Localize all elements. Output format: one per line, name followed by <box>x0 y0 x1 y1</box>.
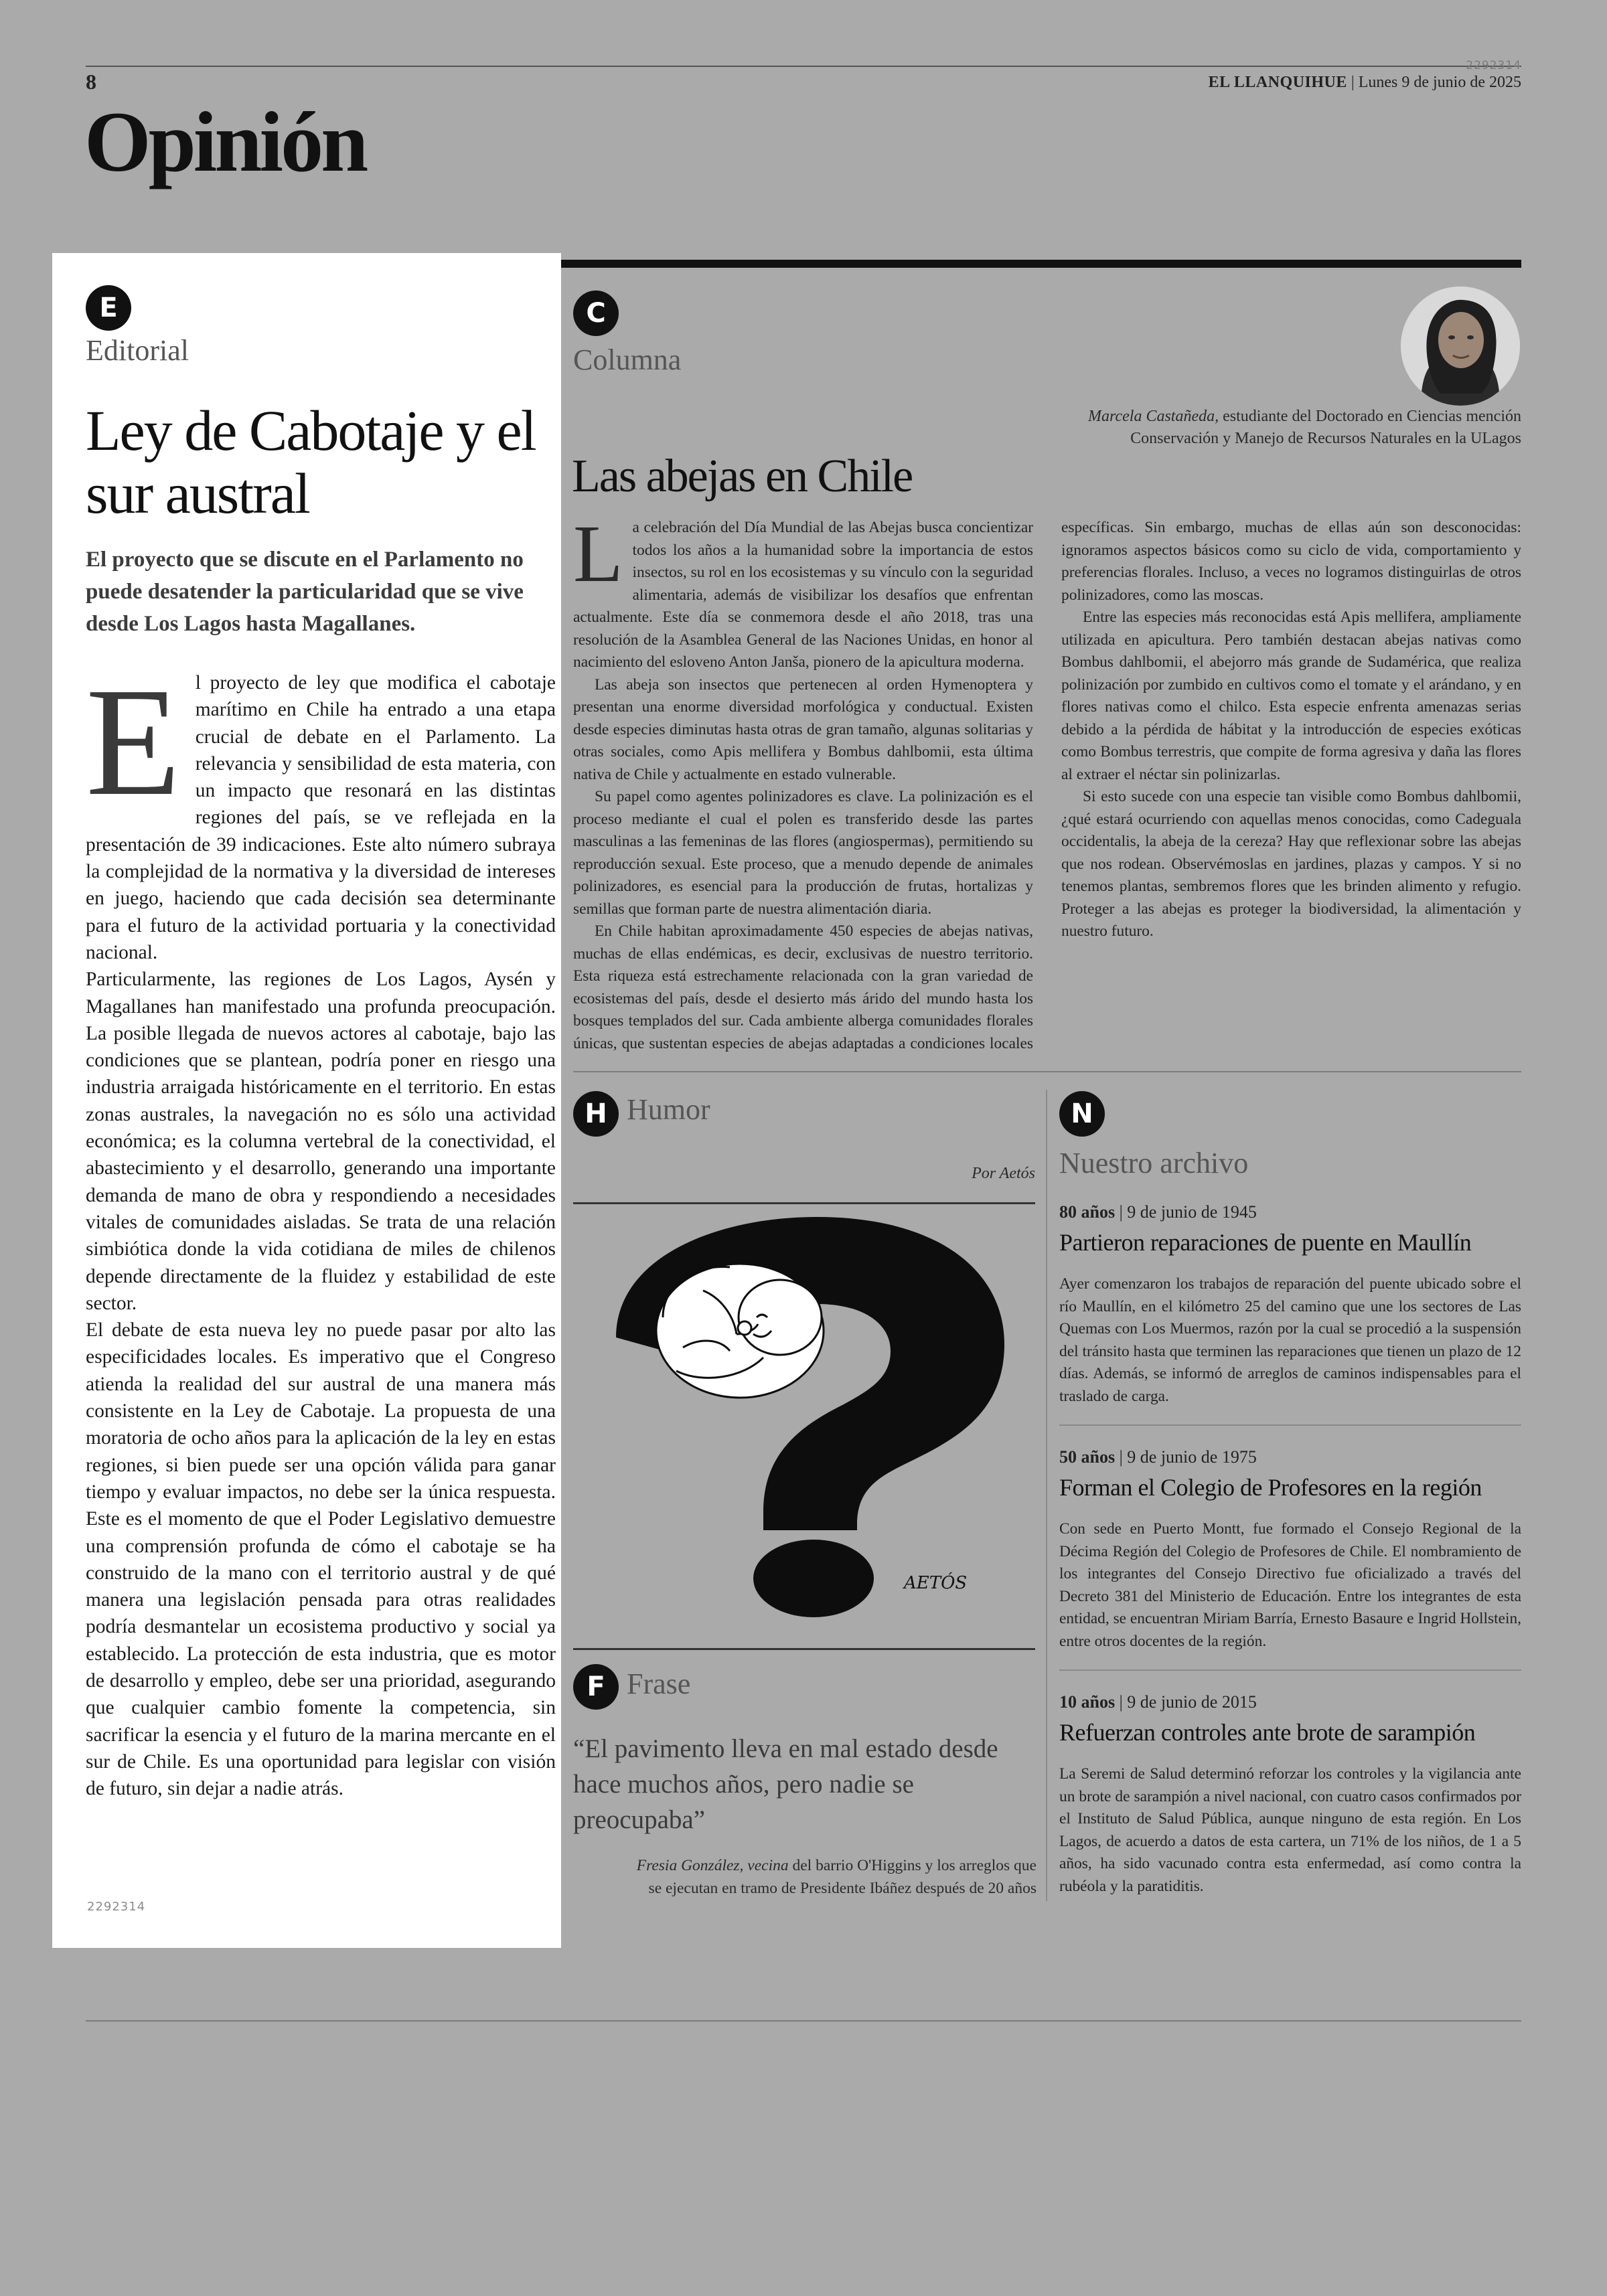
divider <box>1059 1424 1521 1426</box>
frase-kicker: Frase <box>627 1667 691 1700</box>
column-badge: C <box>573 291 619 336</box>
editorial-paragraph <box>86 656 556 966</box>
editorial-body <box>86 656 556 1802</box>
archive-meta: 10 años | 9 de junio de 2015 <box>1059 1692 1257 1712</box>
bottom-rule <box>86 2020 1521 2022</box>
frase-attribution-line: se ejecutan en tramo de Presidente Ibáñez después de 20 años <box>648 1880 1037 1897</box>
column-headline: Las abejas en Chile <box>572 450 913 502</box>
publication-date: Lunes 9 de junio de 2025 <box>1358 74 1521 91</box>
archive-badge: N <box>1059 1091 1105 1137</box>
column-author-name: Marcela Castañeda, <box>1088 408 1219 425</box>
archive-meta: 50 años | 9 de junio de 1975 <box>1059 1447 1257 1467</box>
archive-body: Ayer comenzaron los trabajos de reparación del puente ubicado sobre el río Maullín, en el kilómetro 25 del camino que une los sectores de Las Quemas con Los Muermos, razón por la cual se procedió a la suspensión del tránsito hasta que terminen las reparaciones que tienen un plazo de 12 días. Además, se informó de arreglos de caminos indispensables para el traslado de carga. <box>1059 1275 1521 1405</box>
editorial-paragraph: Particularmente, las regiones de Los Lagos, Aysén y Magallanes han manifestado una profunda preocupación. La posible llegada de nuevos actores al cabotaje, bajo las condiciones que se plantean, podría poner en riesgo una industria arraigada históricamente en el territorio. En estas zonas australes, la navegación no es sólo una actividad económica; es la columna vertebral de la conectividad, el abastecimiento y el desarrollo, generando una importante demanda de mano de obra y respondiendo a necesidades vitales de comunidades aisladas. Se trata de una relación simbiótica donde la vida cotidiana de miles de chilenos depende directamente de la fluidez y estabilidad de este sector. <box>86 969 556 1314</box>
frase-badge: F <box>573 1664 619 1710</box>
publication-name: EL LLANQUIHUE <box>1208 74 1347 91</box>
humor-kicker: Humor <box>627 1093 710 1126</box>
archive-years: 80 años <box>1059 1202 1116 1222</box>
frase-quote: “El pavimento lleva en mal estado desde hace muchos años, pero nadie se preocupaba” <box>573 1734 998 1834</box>
archive-meta: 80 años | 9 de junio de 1945 <box>1059 1202 1257 1222</box>
column-paragraph: Su papel como agentes polinizadores es clave. La polinización es el proceso mediante el cual el polen es transferido desde las partes masculinas a las femeninas de las flores (angiospermas), permitiendo su reproducción sexual. Este proceso, que a menudo depende de animales polinizadores, es esencial para la producción de frutas, hortalizas y semillas que forman parte de nuestra alimentación diaria. <box>573 788 1033 918</box>
archive-years: 10 años <box>1059 1692 1116 1712</box>
editorial-deck: El proyecto que se discute en el Parlamento no puede desatender la particularidad que se vive desde Los Lagos hasta Magallanes. <box>86 548 524 636</box>
archive-kicker: Nuestro archivo <box>1059 1147 1249 1179</box>
column-kicker: Columna <box>573 343 682 376</box>
editorial-kicker: Editorial <box>86 334 189 367</box>
column-paragraph: Si esto sucede con una especie tan visible como Bombus dahlbomii, ¿qué estará ocurriendo con aquellas menos conocidas, como Cadeguala occidentalis, la abeja de la cereza? Hay que reflexionar sobre las abejas que nos rodean. Observémoslas en jardines, plazas y campos. Y si no tenemos plantas, sembremos flores que les brinden alimento y refugio. Proteger a las abejas es proteger la biodiversidad, la alimentación y nuestro futuro. <box>1061 788 1521 940</box>
archive-title: Refuerzan controles ante brote de sarampión <box>1059 1719 1476 1746</box>
frase-author-name: Fresia González, vecina <box>636 1857 789 1874</box>
frase-attribution-text: del barrio O'Higgins y los arreglos que <box>788 1857 1037 1874</box>
vertical-divider <box>1046 1090 1047 1901</box>
column-paragraph: Las abeja son insectos que pertenecen al orden Hymenoptera y presentan una enorme diversidad morfológica y conductual. Existen desde especies diminutas hasta otras de gran tamaño, algunas solitarias y otras sociales, como Apis mellifera y Bombus dahlbomii, esta última nativa de Chile y actualmente en estado vulnerable. <box>573 675 1033 783</box>
editorial-code: 2292314 <box>87 1900 146 1914</box>
column-body <box>573 509 1521 1060</box>
divider <box>573 1202 1035 1204</box>
divider <box>573 1071 1521 1072</box>
humor-credit: Por Aetós <box>972 1165 1035 1182</box>
column-paragraph: En Chile habitan aproximadamente 450 especies de abejas nativas, muchas de ellas endémicas, es decir, exclusivas de nuestro territorio. Esta riqueza está estrechamente relacionada con la gran variedad de ecosistemas del país, desde el desierto más árido del mundo hasta los bosques templados del sur. Cada ambiente alberga comunidades florales únicas, que sustentan especies de abejas adaptadas a condiciones locales específicas. Sin embargo, muchas de ellas aún son desconocidas: ignoramos aspectos básicos como su ciclo de vida, comportamiento y preferencias florales. Incluso, a veces no logramos distinguirlas de otros polinizadores, como las moscas. <box>573 519 1521 1052</box>
column-paragraph <box>573 509 1033 674</box>
frase-attribution-line <box>573 1854 1037 1877</box>
humor-cartoon <box>603 1217 1031 1621</box>
editorial-paragraph-text: l proyecto de ley que modifica el cabotaje marítimo en Chile ha entrado a una etapa crucial de debate en el Parlamento. La relevancia y sensibilidad de esta materia, con un impacto que resonará en las distintas regiones del país, se ve reflejada en la presentación de 39 indicaciones. Este alto número subraya la complejidad de la normativa y la diversidad de intereses en juego, haciendo que cada decisión sea determinante para el futuro de la actividad portuaria y la conectividad nacional. <box>86 672 556 963</box>
archive-item <box>1059 1692 1521 1898</box>
divider <box>573 1648 1035 1650</box>
question-mark-fetus-icon <box>603 1217 1031 1621</box>
divider <box>1059 1669 1521 1671</box>
section-title: Opinión <box>84 94 366 189</box>
editorial-column <box>52 253 561 1948</box>
column-paragraph-text: a celebración del Día Mundial de las Abejas busca concientizar todos los años a la humanidad sobre la importancia de estos insectos, su rol en los ecosistemas y su vínculo con la seguridad alimentaria, además de visibilizar los desafíos que enfrentan actualmente. Este día se conmemora desde el año 2018, tras una resolución de la Asamblea General de las Naciones Unidas, en honor al nacimiento del esloveno Anton Janša, pionero de la apicultura moderna. <box>573 519 1033 671</box>
author-portrait-icon <box>1401 286 1520 406</box>
frase-attribution <box>573 1854 1037 1900</box>
archive-item <box>1059 1202 1521 1408</box>
editorial-paragraph: El debate de esta nueva ley no puede pasar por alto las especificidades locales. Es imperativo que el Congreso atienda la realidad del sur austral de una manera más consistente en la Ley de Cabotaje. La propuesta de una moratoria de ocho años para la aplicación de la ley en estas regiones, si bien puede ser una opción válida para ganar tiempo y evaluar impactos, no debe ser la única respuesta. Este es el momento de que el Poder Legislativo demuestre una comprensión profunda de cómo el cabotaje se ha construido de la mano con el territorio austral y de qué manera una legislación pensada para otras realidades podría desmantelar un ecosistema productivo y social ya establecido. La protección de esta industria, que es motor de desarrollo y empleo, debe ser una prioridad, asegurando que cualquier cambio fomente la competencia, sin sacrificar la esencia y el futuro de la marina mercante en el sur de Chile. Es una oportunidad para legislar con visión de futuro, sin dejar a nadie atrás. <box>86 1319 556 1800</box>
author-credit-line <box>937 406 1521 428</box>
column-author-credit <box>937 406 1521 450</box>
author-photo <box>1401 286 1520 406</box>
archive-body: Con sede en Puerto Montt, fue formado el Consejo Regional de la Décima Región del Colegio de Profesores de Chile. El nombramiento de los integrantes del Consejo Directivo fue oficializado a través del Decreto 381 del Ministerio de Educación. Entre los integrantes de esta entidad, se encuentran Miriam Barría, Ernesto Basaure e Ingrid Hollstein, entre otros docentes de la región. <box>1059 1520 1521 1650</box>
archive-date: 9 de junio de 2015 <box>1127 1692 1257 1712</box>
archive-item <box>1059 1447 1521 1653</box>
archive-years: 50 años <box>1059 1447 1116 1467</box>
humor-badge: H <box>573 1091 619 1137</box>
archive-date: 9 de junio de 1945 <box>1127 1202 1257 1222</box>
archive-title: Partieron reparaciones de puente en Maullín <box>1059 1229 1472 1256</box>
author-credit-line: Conservación y Manejo de Recursos Naturales en la ULagos <box>1130 430 1521 447</box>
editorial-dropcap: E <box>86 656 181 828</box>
top-rule <box>86 66 1521 67</box>
page-number: 8 <box>86 70 96 94</box>
editorial-badge: E <box>86 285 131 331</box>
cartoon-signature: AETÓS <box>904 1573 968 1593</box>
archive-body: La Seremi de Salud determinó reforzar los controles y la vigilancia ante un brote de sarampión a nivel nacional, con cuatro casos confirmados por el Instituto de Salud Pública, aunque ninguno de esta región. En Los Lagos, de acuerdo a datos de esta cartera, un 71% de los niños, de 1 a 5 años, ha sido vacunado contra esta enfermedad, así como contra la rubéola y la paratiditis. <box>1059 1765 1521 1895</box>
column-dropcap: L <box>573 509 623 599</box>
stamp-code: 2292314 <box>1466 59 1521 72</box>
editorial-headline: Ley de Cabotaje y el sur austral <box>86 398 536 525</box>
column-author-role: estudiante del Doctorado en Ciencias mención <box>1223 408 1521 425</box>
archive-date: 9 de junio de 1975 <box>1127 1447 1257 1467</box>
publication-info: EL LLANQUIHUE | Lunes 9 de junio de 2025 <box>1208 74 1521 91</box>
archive-title: Forman el Colegio de Profesores en la región <box>1059 1474 1482 1501</box>
column-paragraph: Entre las especies más reconocidas está Apis mellifera, ampliamente utilizada en apicultura. Pero también destacan abejas nativas como Bombus dahlbomii, el abejorro más grande de Sudamérica, que realiza polinización por zumbido en cultivos como el tomate y el arándano, y en flores nativas como el chilco. Esta especie enfrenta amenazas serias debido a la pérdida de hábitat y la introducción de especies exóticas como Bombus terrestris, que compite de forma agresiva y daña las flores al extraer el néctar sin polinizarlas. <box>1061 608 1521 783</box>
